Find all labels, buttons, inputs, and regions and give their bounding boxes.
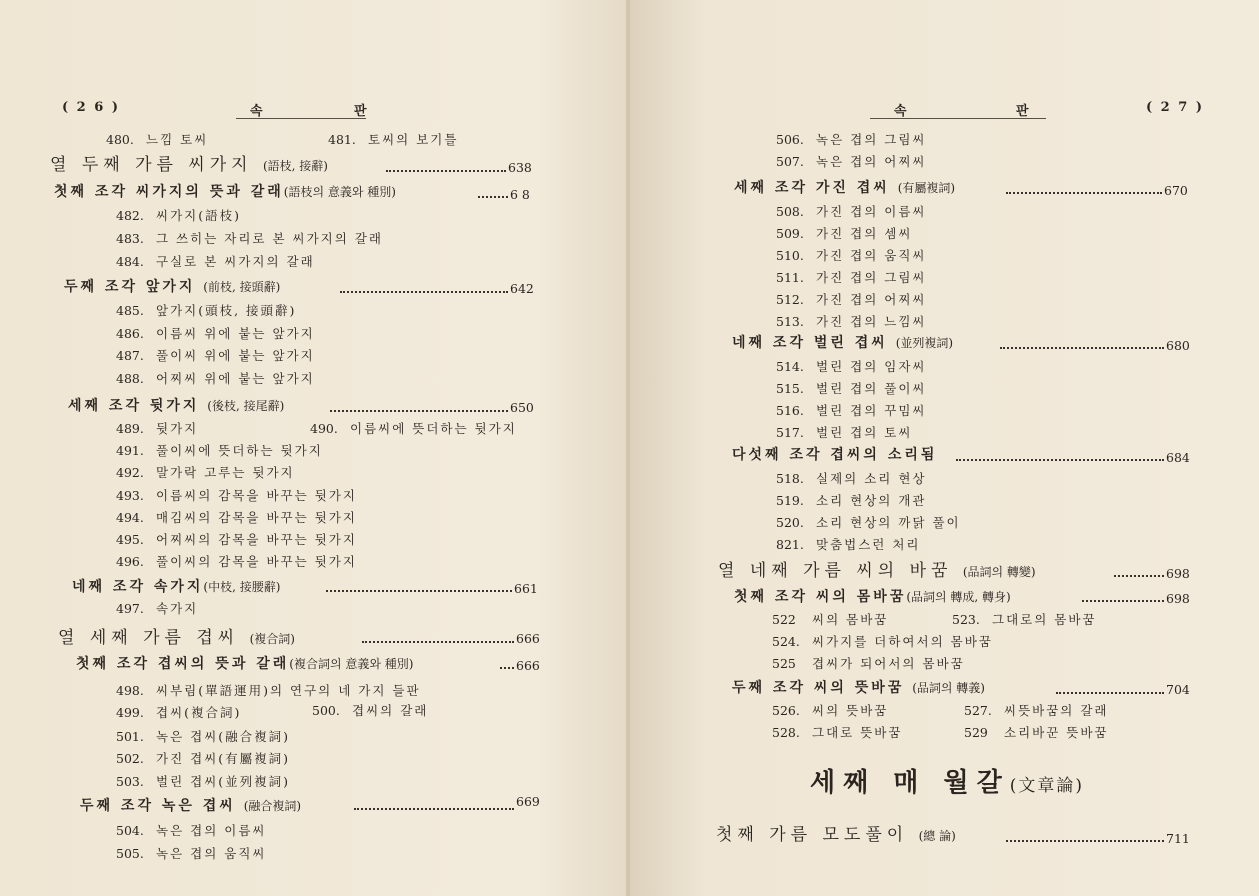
toc-entry: 520. 소리 현상의 까닭 풀이 xyxy=(776,515,961,530)
toc-entry: 516. 벌린 겹의 꾸밈씨 xyxy=(776,403,927,418)
toc-entry: 500. 겹씨의 갈래 xyxy=(312,703,429,718)
page-ref: 669 xyxy=(516,794,540,809)
toc-entry: 527. 씨뜻바꿈의 갈래 xyxy=(964,703,1109,718)
toc-section: 두째 조각 앞가지 (前枝, 接頭辭) xyxy=(64,279,281,295)
dot-leader xyxy=(330,410,508,412)
toc-entry: 821. 맞춤법스런 처리 xyxy=(776,537,921,552)
toc-entry: 525 겹씨가 되어서의 몸바꿈 xyxy=(772,656,965,671)
page-ref: 711 xyxy=(1166,831,1190,846)
toc-entry: 480. 느낌 토씨 xyxy=(106,132,209,147)
page-ref: 666 xyxy=(516,658,540,673)
dot-leader xyxy=(354,808,514,810)
toc-entry: 484. 구실로 본 씨가지의 갈래 xyxy=(116,254,315,269)
dot-leader xyxy=(1006,192,1162,194)
toc-section: 두째 조각 녹은 겹씨 (融合複詞) xyxy=(80,798,302,814)
toc-entry: 501. 녹은 겹씨(融合複詞) xyxy=(116,729,291,744)
toc-section: 세째 조각 뒷가지 (後枝, 接尾辭) xyxy=(68,398,285,414)
dot-leader xyxy=(956,459,1164,461)
page-ref: 6 8 xyxy=(510,187,530,202)
toc-entry: 487. 풀이씨 위에 붙는 앞가지 xyxy=(116,348,315,363)
page-ref: 670 xyxy=(1164,183,1188,198)
toc-chapter: 첫째 가름 모도풀이 (總 論) xyxy=(716,825,956,845)
running-head-left: 속 xyxy=(250,104,265,119)
toc-chapter: 열 세째 가름 겹씨 (複合詞) xyxy=(58,628,295,648)
toc-entry: 496. 풀이씨의 감목을 바꾸는 뒷가지 xyxy=(116,554,357,569)
left-page xyxy=(0,0,629,896)
toc-section: 세째 조각 가진 겹씨 (有屬複詞) xyxy=(734,180,956,196)
page-ref: 684 xyxy=(1166,450,1190,465)
header-rule xyxy=(236,118,366,119)
page-ref: 642 xyxy=(510,281,534,296)
toc-entry: 503. 벌린 겹씨(並列複詞) xyxy=(116,774,291,789)
page-ref: 650 xyxy=(510,400,534,415)
toc-entry: 518. 실제의 소리 현상 xyxy=(776,471,927,486)
toc-section: 첫째 조각 겹씨의 뜻과 갈래(複合詞의 意義와 種別) xyxy=(76,656,414,672)
toc-chapter: 열 두째 가름 씨가지 (語枝, 接辭) xyxy=(50,155,328,175)
dot-leader xyxy=(1006,840,1164,842)
toc-entry: 524. 씨가지를 더하여서의 몸바꿈 xyxy=(772,634,993,649)
running-head-left: 속 xyxy=(894,104,909,119)
toc-entry: 502. 가진 겹씨(有屬複詞) xyxy=(116,751,291,766)
header-rule xyxy=(870,118,1046,119)
page-ref: 666 xyxy=(516,631,540,646)
toc-entry: 522 씨의 몸바꿈 xyxy=(772,612,889,627)
dot-leader xyxy=(326,590,512,592)
dot-leader xyxy=(478,196,508,198)
dot-leader xyxy=(1114,575,1164,577)
page-ref: 698 xyxy=(1166,566,1190,581)
toc-entry: 497. 속가지 xyxy=(116,601,199,616)
dot-leader xyxy=(1082,600,1164,602)
toc-part-title: 세째 매 월갈(文章論) xyxy=(810,768,1084,798)
toc-entry: 490. 이름씨에 뜻더하는 뒷가지 xyxy=(310,421,517,436)
toc-entry: 491. 풀이씨에 뜻더하는 뒷가지 xyxy=(116,443,323,458)
toc-entry: 507. 녹은 겹의 어찌씨 xyxy=(776,154,927,169)
dot-leader xyxy=(340,291,508,293)
page-number: ( 2 6 ) xyxy=(62,100,120,115)
toc-entry: 514. 벌린 겹의 임자씨 xyxy=(776,359,927,374)
toc-section: 두째 조각 씨의 뜻바꿈 (品詞의 轉義) xyxy=(732,680,985,696)
toc-entry: 513. 가진 겹의 느낌씨 xyxy=(776,314,927,329)
page-ref: 638 xyxy=(508,160,532,175)
dot-leader xyxy=(362,641,514,643)
page-ref: 680 xyxy=(1166,338,1190,353)
toc-entry: 499. 겹씨(複合詞) xyxy=(116,705,242,720)
toc-entry: 485. 앞가지(頭枝, 接頭辭) xyxy=(116,303,297,318)
toc-entry: 523. 그대로의 몸바꿈 xyxy=(952,612,1097,627)
toc-entry: 481. 토씨의 보기틀 xyxy=(328,132,459,147)
dot-leader xyxy=(1056,692,1164,694)
toc-entry: 517. 벌린 겹의 토씨 xyxy=(776,425,913,440)
toc-entry: 488. 어찌씨 위에 붙는 앞가지 xyxy=(116,371,315,386)
toc-entry: 489. 뒷가지 xyxy=(116,421,199,436)
toc-chapter: 열 네째 가름 씨의 바꿈 (品詞의 轉變) xyxy=(718,561,1036,581)
toc-section: 첫째 조각 씨가지의 뜻과 갈래(語枝의 意義와 種別) xyxy=(54,184,396,200)
toc-section: 다섯째 조각 겹씨의 소리됨 xyxy=(732,447,938,463)
toc-entry: 483. 그 쓰히는 자리로 본 씨가지의 갈래 xyxy=(116,231,383,246)
toc-entry: 511. 가진 겹의 그림씨 xyxy=(776,270,927,285)
running-head-right: 판 xyxy=(1016,104,1031,119)
running-head-right: 판 xyxy=(354,104,369,119)
right-page xyxy=(630,0,1259,896)
toc-entry: 526. 씨의 뜻바꿈 xyxy=(772,703,889,718)
toc-entry: 504. 녹은 겹의 이름씨 xyxy=(116,823,267,838)
toc-entry: 512. 가진 겹의 어찌씨 xyxy=(776,292,927,307)
toc-entry: 495. 어찌씨의 감목을 바꾸는 뒷가지 xyxy=(116,532,357,547)
toc-entry: 528. 그대로 뜻바꿈 xyxy=(772,725,903,740)
toc-entry: 493. 이름씨의 감목을 바꾸는 뒷가지 xyxy=(116,488,357,503)
toc-entry: 509. 가진 겹의 셈씨 xyxy=(776,226,913,241)
toc-section: 네째 조각 벌린 겹씨 (並列複詞) xyxy=(732,335,954,351)
page-number: ( 2 7 ) xyxy=(1146,100,1204,115)
toc-entry: 494. 매김씨의 감목을 바꾸는 뒷가지 xyxy=(116,510,357,525)
toc-entry: 519. 소리 현상의 개관 xyxy=(776,493,927,508)
toc-entry: 506. 녹은 겹의 그림씨 xyxy=(776,132,927,147)
dot-leader xyxy=(500,667,514,669)
dot-leader xyxy=(1000,347,1164,349)
toc-entry: 508. 가진 겹의 이름씨 xyxy=(776,204,927,219)
toc-entry: 482. 씨가지(語枝) xyxy=(116,208,241,223)
page-ref: 661 xyxy=(514,581,538,596)
toc-entry: 498. 씨부림(單語運用)의 연구의 네 가지 들판 xyxy=(116,683,421,698)
toc-entry: 510. 가진 겹의 움직씨 xyxy=(776,248,927,263)
page-ref: 698 xyxy=(1166,591,1190,606)
page-ref: 704 xyxy=(1166,682,1190,697)
toc-entry: 486. 이름씨 위에 붙는 앞가지 xyxy=(116,326,315,341)
toc-entry: 505. 녹은 겹의 움직씨 xyxy=(116,846,267,861)
dot-leader xyxy=(386,170,506,172)
toc-entry: 492. 말가락 고루는 뒷가지 xyxy=(116,465,295,480)
toc-section: 첫째 조각 씨의 몸바꿈(品詞의 轉成, 轉身) xyxy=(734,589,1011,605)
toc-entry: 529 소리바꾼 뜻바꿈 xyxy=(964,725,1109,740)
toc-entry: 515. 벌린 겹의 풀이씨 xyxy=(776,381,927,396)
toc-section: 네째 조각 속가지(中枝, 接腰辭) xyxy=(72,579,281,595)
